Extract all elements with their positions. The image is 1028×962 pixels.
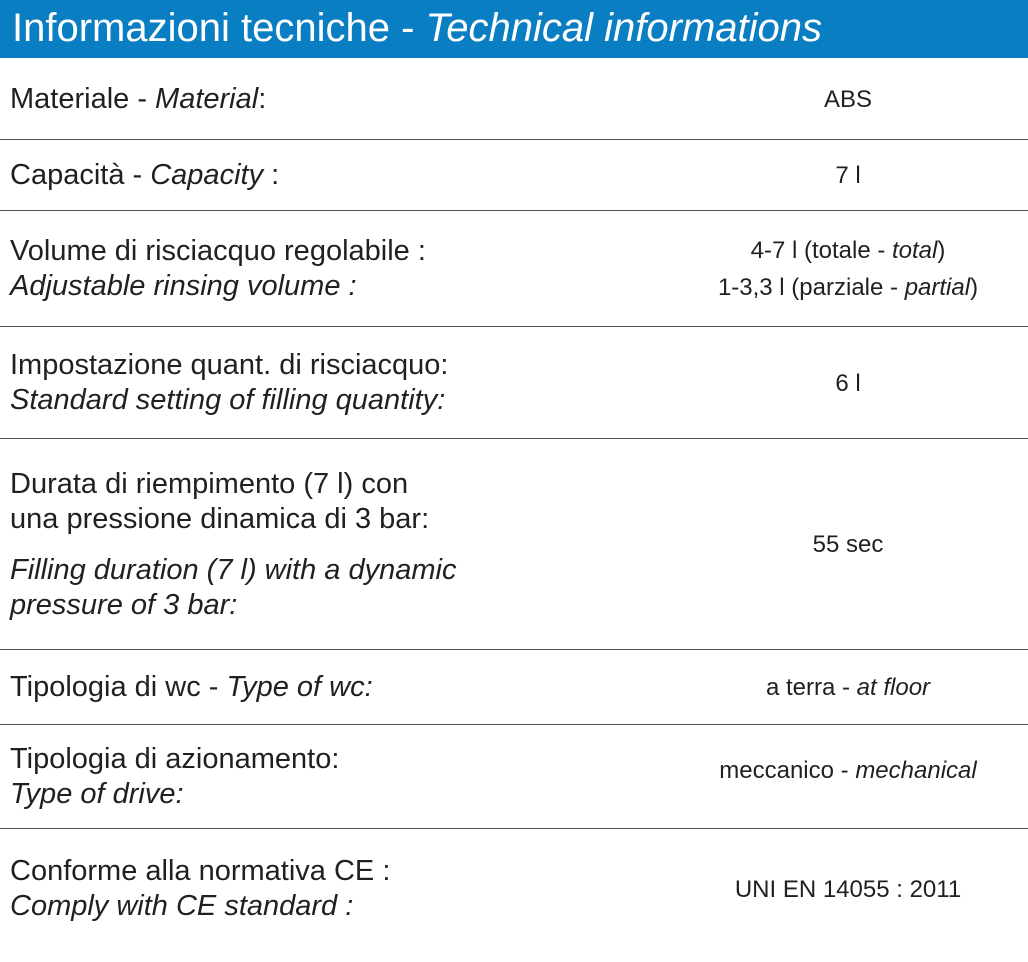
row-value xyxy=(658,327,1028,439)
label-en: Type of wc: xyxy=(226,671,373,703)
row-value xyxy=(658,650,1028,725)
value-line1-end: ) xyxy=(937,237,946,264)
section-header xyxy=(0,0,1028,58)
label-suffix: : xyxy=(258,82,267,115)
value-text: 7 l xyxy=(835,162,861,189)
label-en: Type of drive: xyxy=(10,778,184,810)
row-label xyxy=(10,650,610,725)
label-it: Capacità - xyxy=(10,159,151,191)
label-it-line1: Durata di riempimento (7 l) con xyxy=(10,467,409,500)
value-text: 55 sec xyxy=(812,531,884,558)
label-en: Material xyxy=(155,82,259,115)
row-label xyxy=(10,327,610,439)
row-label xyxy=(10,725,610,829)
label-it: Materiale - xyxy=(10,82,156,115)
value-text: ABS xyxy=(823,85,873,113)
table-row-filling-duration xyxy=(0,439,1028,650)
label-en: Capacity xyxy=(150,159,264,191)
label-it: Impostazione quant. di risciacquo: xyxy=(10,349,449,381)
value-text: meccanico - xyxy=(719,756,856,784)
row-value xyxy=(658,140,1028,211)
table-row-ce-standard xyxy=(0,829,1028,949)
row-value xyxy=(658,58,1028,140)
header-title-en: Technical informations xyxy=(425,6,823,50)
label-it: Conforme alla normativa CE : xyxy=(10,855,391,887)
row-label xyxy=(10,211,610,327)
table-row-rinsing-volume xyxy=(0,211,1028,327)
label-en: Standard setting of filling quantity: xyxy=(10,384,446,416)
header-title-it: Informazioni tecniche - xyxy=(12,6,426,50)
row-label xyxy=(10,829,610,949)
label-it: Volume di risciacquo regolabile : xyxy=(10,235,426,267)
value-line1: 4-7 l (totale - xyxy=(750,237,892,264)
label-suffix: : xyxy=(263,159,280,191)
value-line1-it: total xyxy=(892,237,938,264)
label-en-line1: Filling duration (7 l) with a dynamic xyxy=(10,553,457,586)
table-row-capacity xyxy=(0,140,1028,211)
value-text: a terra - xyxy=(765,674,857,701)
table-row-material xyxy=(0,58,1028,140)
table-row-type-of-drive xyxy=(0,725,1028,829)
label-en-line2: pressure of 3 bar: xyxy=(10,588,238,621)
table-row-standard-setting xyxy=(0,327,1028,439)
label-it-line2: una pressione dinamica di 3 bar: xyxy=(10,502,430,535)
label-en: Adjustable rinsing volume : xyxy=(10,270,357,302)
value-text: 6 l xyxy=(835,369,861,397)
label-en: Comply with CE standard : xyxy=(10,890,354,922)
row-label xyxy=(10,140,610,211)
row-value xyxy=(658,439,1028,650)
value-text-it: mechanical xyxy=(855,756,977,784)
row-label xyxy=(10,58,610,140)
label-it: Tipologia di azionamento: xyxy=(10,743,340,775)
label-it: Tipologia di wc - xyxy=(10,671,227,703)
value-line2-it: partial xyxy=(904,274,971,301)
value-text-it: at floor xyxy=(856,674,931,701)
row-value xyxy=(658,211,1028,327)
row-value xyxy=(658,829,1028,949)
value-line2-end: ) xyxy=(970,274,979,301)
value-line2: 1-3,3 l (parziale - xyxy=(717,274,905,301)
value-text: UNI EN 14055 : 2011 xyxy=(734,875,962,903)
row-label xyxy=(10,439,610,650)
table-row-type-of-wc xyxy=(0,650,1028,725)
row-value xyxy=(658,725,1028,815)
